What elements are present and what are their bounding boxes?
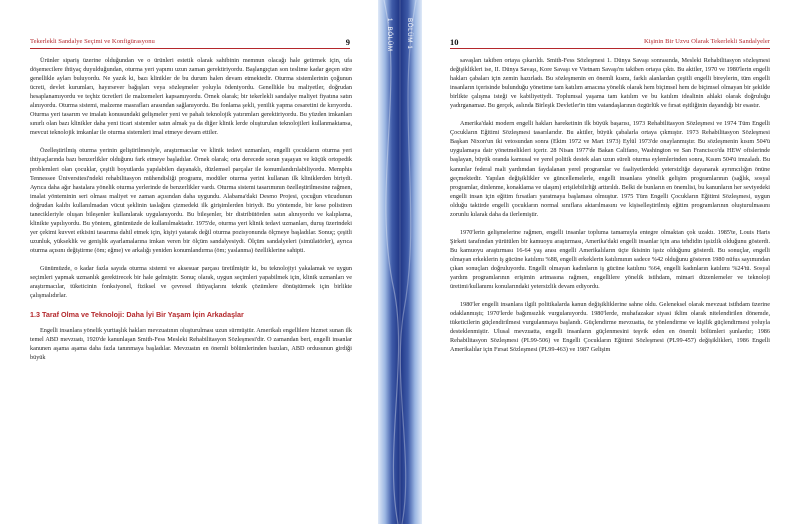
right-paragraph-2: Amerika'daki modern engelli hakları hareketinin ilk büyük başarısı, 1973 Rehabilitasyon Sözleşmesi ve 1974 Tüm Engelli Çocukların Eğitimi Sözleşmesi tasarılarıdır. Bu aktiler, büyük çabalarla ortaya çıkmıştır. 1973 Rehabilitasyon Sözleşmesi Başkan Nixon'un iki vetosundan sonra (Ekim 1972 ve Mart 1973) Eylül 1973'de onaylanmıştır. Bu sözleşmenin kısım 504'ü uygulamaya dair yönetmelikleri içerir. 28 Nisan 1977'de Bakan Califano, Washington ve San Francisco'da HEW ofislerinde başlayan, büyük oranda kamusal ve yerel politik destek alan uzun süreli oturma eylemlerinden sonra, Kısım 504'ü imzaladı. Bu kanunlar federal mali yardımdan faydalanan yerel programlar ve faaliyetlerdeki yetersizliğe dayanarak ayrımcılığın önüne geçmektedir. Yapılan değişiklikler ve güncellemelerle, engelli insanlara yönelik gelişim programlarının (sağlık, sosyal programlar, dinlenme, konaklama ve ulaşım) erişilebilirliği arttırıldı. Belki de bunların en önemlisi, bu kanunların her seviyedeki engelli insan için eğitim fırsatları yaratmaya başlaması olmuştur. 1975 Tüm Engelli Çocukların Eğitimi Sözleşmesi, uygun olduğu taktirde engelli çocukların normal sınıflara aktarılmasını ve kişiselleştirilmiş eğitim programlarının oluşturulmasını zorunlu kılarak daha da ilerlemiştir. — [450, 120, 770, 218]
left-paragraph-3: Günümüzde, o kadar fazla sayıda oturma sistemi ve aksesuar parçası üretilmiştir ki, bu teknolojiyi yakalamak ve uygun seçimleri yapmak uzmanlık gerektirecek bir hale gelmiştir. Sonuç olarak, uygun seçimleri yapabilmek için, klinik uzmanları ve araştırmacılar, tüketicinin fonksiyonel, fiziksel ve çevresel ihtiyaçlarını teknik çözümlere dönüştürmek için birlikte çalışmalıdırlar. — [30, 264, 352, 300]
right-paragraph-3: 1970'lerin gelişmelerine rağmen, engelli insanlar topluma tamamıyla entegre olmaktan çok uzaktı. 1985'te, Louis Haris Şirketi tarafından yürütülen bir kamuoyu araştırması, Amerika'daki engelli insanlar için ana tehdidin işsizlik olduğunu gösterdi. Bu kamuoyu araştırması 16-64 yaş arası engelli Amerikalıların üçte ikisinin işsiz olduğunu gösterdi. Bu sonuçlar, engelli olmayan erkeklerin iş gücüne katılımı %88, engelli erkeklerin katılımının sadece %42 olduğunu gösteren 1980 nüfus sayımından çıkan sonuçları doğruluyordu. Engelli olmayan kadınların iş gücüne katılımı %64, engelli kadınların katılımı %24'tü. Sosyal yardım programlarının erişimin artmasına rağmen, engellilere yönelik istihdam, mimari düzenlemeler ve teknoloji üretimi/kullanımı konularındaki yetersizlik devam ediyordu. — [450, 228, 770, 291]
left-page-body — [30, 56, 352, 371]
right-page — [422, 0, 800, 524]
right-paragraph-4: 1980'ler engelli insanlara ilgili politikalarda kanun değişikliklerine sahne oldu. Geleneksel olarak mevzuat istihdam üzerine odaklanmıştı; 1970'lerde bağımsızlık vurgulanıyordu. 1980'lerde, muhafazakar siyasi iklim olarak nitelendirilen dönemde, tüketicilerin güçlendirilmesi vurgulanmaya başlandı. Güçlendirme mevzuatta, öz yönlendirme ve kişilik güçlendirmesi yoluyla desteklenmiştir. Ulusal mevzuatta, engelli insanların güçlenmesini teşvik eden en önemli bölümleri şunlardır; 1986 Rehabilitasyon Sözleşmesi (PL99-506) ve Engelli Çocukların Eğitimi Sözleşmesi (PL99-457) değişiklikleri, 1986 Engelli Amerikalılar için Fırsat Sözleşmesi (PL99-463) ve 1987 Gelişim — [450, 301, 770, 354]
left-page-number: 9 — [345, 37, 350, 47]
right-page-number: 10 — [450, 37, 459, 47]
book-spine — [378, 0, 422, 524]
left-paragraph-2: Özelleştirilmiş oturma yerinin geliştirilmesiyle, araştırmacılar ve klinik tedavi uzmanları, engelli çocukların oturma yeri ihtiyaçlarında bazı benzerlikler olduğunu fark etmeye başladılar. Örnek olarak; orta derecede soran yaşayan ve küçük ortopedik problemleri olan çocuklar, çeşitli boyutlarda yapılabilen dayanaklı, düzlemsel parçalar ile konumlandırılabiliyordu. Memphis Tennessee Üniversitesi'ndeki rehabilitasyon mühendisliği programı, modüler oturma yerini kullanan ilk kliniklerden biriydi. Ayrıca daha ağır hastalara yönelik oturma yerlerinde de benzerlikler vardı. Oturma sistemi tasarımının özelleştirilmesine rağmen, imalat yönteminin seri olması maliyet ve zaman açısından daha uygundu. Alabama'daki Desmo Projesi, çocuğun vücudunun doğrudan kalıbı kullanılmadan vücut şeklinin taslağını çizmedeki ilk girişimlerden biriydi. Bu yöntemde, bir kese polistiren tanecikleriyle oluşan bileşenler kullanılarak uygulanıyordu. Bu bileşenler, bir distribütörden satın alınıyordu ve kalıplama, klinikte yapılıyordu. Bu yöntem, günümüzde de kullanılmaktadır. 1975'de, oturma yeri klinik tedavi uzmanları, duruş üzerindeki yer çekimi kuvvet etkisini tasarıma dahil etmek için, kişiyi yatarak değil oturma pozisyonunda ölçmeye başladılar. Sonuç; çeşitli uzunluk, yükseklik ve genişlik ayarlamalarına imkan veren bir ölçüm sandalyesiydi. Ölçüm sandalyeleri (simülatörler), ayrıca oturma açısını değiştirme (öm; eğme) ve arkalığı yeniden konumlandırma (öm; yaslanma) özelliklerine sahipti. — [30, 147, 352, 254]
right-header-title: Kişinin Bir Uzvu Olarak Tekerlekli Sandalyeler — [644, 38, 770, 45]
spine-decoration — [378, 0, 422, 524]
spine-label-left: 1. BÖLÜM — [386, 18, 393, 52]
spine-label-right: BÖLÜM 1 — [406, 18, 413, 50]
right-page-body — [450, 56, 770, 363]
left-page-header — [30, 36, 350, 49]
spine-wave-2 — [400, 0, 416, 524]
section-heading: 1.3 Taraf Olma ve Teknoloji: Daha İyi Bir Yaşam İçin Arkadaşlar — [30, 310, 244, 320]
left-paragraph-4: Engelli insanlara yönelik yurttaşlık hakları mevzuatının oluşturulması uzun sürmüştür. Amerikalı engellilere hizmet sunan ilk temel ABD mevzuatı, 1920'de kanunlaşan Smith-Fess Mesleki Rehabilitasyon Sözleşmesi'dir. O zamandan beri, engelli insanlar kanunen aşama aşama daha fazla tanınmaya başladılar. Mevzuatın en önemli bölümlerinden bazıları, ABD ordusunun girdiği büyük — [30, 327, 352, 362]
left-header-title: Tekerlekli Sandalye Seçimi ve Konfigürasyonu — [30, 38, 155, 45]
right-paragraph-1: savaşları takiben ortaya çıkarıldı. Smith-Fess Sözleşmesi 1. Dünya Savaşı sonrasında, Mesleki Rehabilitasyon sözleşmesi değişiklikleri ise, II. Dünya Savaşı, Kore Savaşı ve Vietnam Savaşı'nı takiben ortaya çıktı. Bu aktiler, 1970 ve 1980'lerin engelli hakları çabaları için zemin hazırladı. Bu sözleşmenin en önemli kısmı, farklı alanlardan çeşitli engelli bireylerin, tüm engelli insanların içerisinde bulunduğu yönetime tam katılım amacına yönelik olarak hem biçimsel hem de biçimsel olmayan bir şekilde birlikte çalışma isteği ve kabiliyetiydi. Toplumsal yaşama tam katılım ve bu katılım idealinin ahlaki olarak doğruluğu yadırganamaz. Bu gerçek, aslında Birleşik Devletler'in tüm vatandaşlarının özgürlük ve fırsat eşitliğinin dayandığı bir esastır. — [450, 57, 770, 110]
spine-wave-1 — [384, 0, 399, 524]
left-paragraph-1: Ürünler sipariş üzerine olduğundan ve o ürünleri estetik olarak sahibinin memnun olacağı hale getirmek için, ufa döşemecilere ihtiyaç duyulduğundan, oturma yeri yapımı uzun zaman gerektiriyordu. Başlangıçtan son teslime kadar geçen süre genellikle ayları buluyordu. Ne yazık ki, bazı klinikler de bu durum halen devam etmektedir. Oturma sistemlerinin çoğunun ücreti, devlet kurumları, hayırsever bağışları veya sözleşmeler yoluyla ödeniyordu. Genellikle bu maliyetler, doğrudan hesaplanamıyordu ve teçhiz ücretleri ile malzemeleri kapsamıyordu. Örnek olarak; bir tekerlekli sandalye maliyet fiyatına satın alınıyordu. Oturma sistemi, malzeme masrafları arasından sağlanıyordu. Bu fonlama şekli, yenilik yapma cesaretini de kırıyordu. Oturma yeri tasarım ve imalatı konusundaki gelişmeler yeni ve pahalı teknolojik yatırımları gerektiriyordu. Bu yüzden imkanları sınırlı olan bazı klinikler daha yeni ticari sistemler satın almak ya da diğer klinik lerde oluşturulan teknolojileri kullanmaktansa, mevcut teknolojik imkanlar ile oturma sistemleri imal etmeye devam ettiler. — [30, 57, 352, 137]
left-page — [0, 0, 378, 524]
right-page-header — [450, 36, 770, 49]
